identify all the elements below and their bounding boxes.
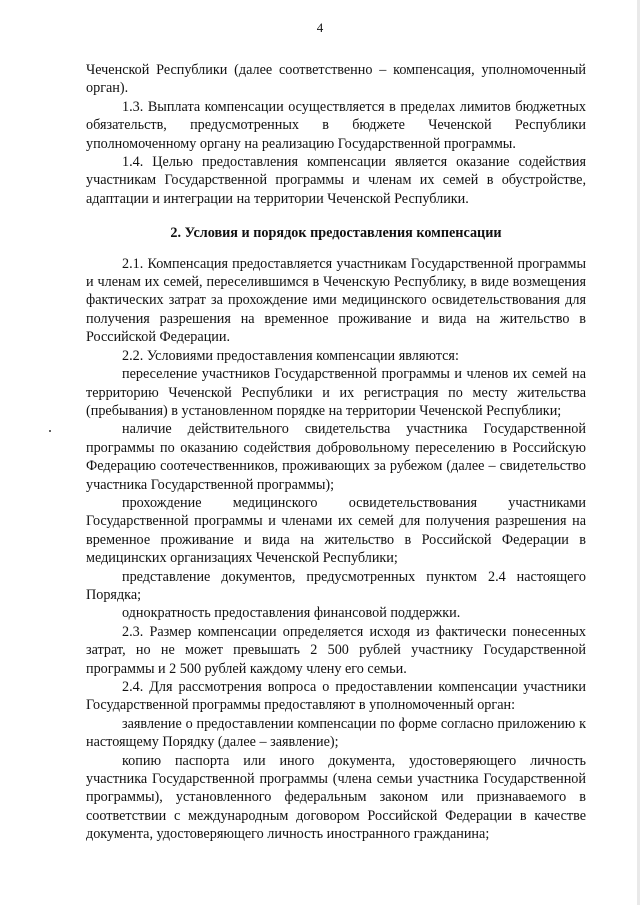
paragraph: 2.2. Условиями предоставления компенсации являются: <box>122 347 459 364</box>
paragraph: наличие действительного свидетельства участника Государственной программы по оказанию содействия добровольному переселению в Российскую Федерацию соотечественников, проживающих за рубежом (далее – свидетельство участника Государственной программы); <box>86 421 586 493</box>
paragraph: копию паспорта или иного документа, удостоверяющего личность участника Государственной программы (члена семьи участника Государственной программы), установленного федеральным законом или признаваемого в соответствии с международным договором Российской Федерации в качестве документа, удостоверяющего личность иностранного гражданина; <box>86 752 586 843</box>
paragraph: заявление о предоставлении компенсации по форме согласно приложению к настоящему Порядку (далее – заявление); <box>86 715 586 751</box>
section-heading: 2. Условия и порядок предоставления компенсации <box>170 225 502 242</box>
paragraph: прохождение медицинского освидетельствования участниками Государственной программы и членами их семей для получения разрешения на временное проживание и вида на жительство в Российской Федерации в медицинских организациях Чеченской Республики; <box>86 494 586 567</box>
paragraph: переселение участников Государственной программы и членов их семей на территорию Чеченской Республики и их регистрация по месту жительства (пребывания) в установленном порядке на территории Чеченской Республики; <box>86 366 586 419</box>
paragraph: 2.3. Размер компенсации определяется исходя из фактически понесенных затрат, но не может превышать 2 500 рублей участнику Государственной программы и 2 500 рублей каждому члену его семьи. <box>86 623 586 677</box>
paragraph: однократность предоставления финансовой поддержки. <box>122 605 461 622</box>
margin-dot <box>49 430 51 432</box>
paragraph: 1.4. Целью предоставления компенсации является оказание содействия участникам Государственной программы и членам их семей в обустройстве, адаптации и интеграции на территории Чеченской Республики. <box>86 154 586 207</box>
paragraph: 2.1. Компенсация предоставляется участникам Государственной программы и членам их семей, переселившимся в Чеченскую Республику, в виде возмещения фактических затрат за прохождение ими медицинского освидетельствования для получения разрешения на временное проживание и вида на жительство в Российской Федерации. <box>86 255 586 346</box>
document-body <box>86 61 586 844</box>
page-number: 4 <box>316 20 324 35</box>
paragraph: представление документов, предусмотренных пунктом 2.4 настоящего Порядка; <box>86 568 586 603</box>
paragraph: 2.4. Для рассмотрения вопроса о предоставлении компенсации участники Государственной программы предоставляют в уполномоченный орган: <box>86 679 586 714</box>
paragraph: Чеченской Республики (далее соответственно – компенсация, уполномоченный орган). <box>86 62 586 97</box>
paragraph: 1.3. Выплата компенсации осуществляется в пределах лимитов бюджетных обязательств, предусмотренных в бюджете Чеченской Республики уполномоченному органу на реализацию Государственной программы. <box>86 98 586 152</box>
